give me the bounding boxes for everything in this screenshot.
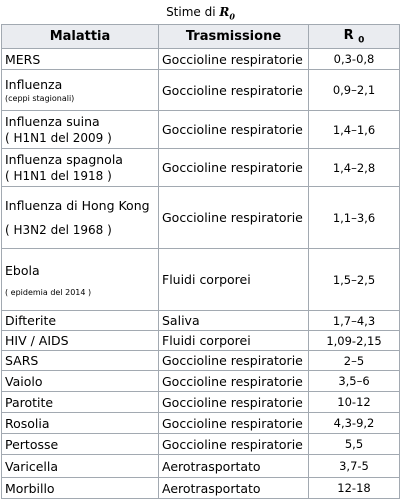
disease-cell: MERS bbox=[2, 49, 159, 70]
table-row bbox=[2, 111, 400, 149]
disease-note: ( epidemia del 2014 ) bbox=[5, 287, 92, 297]
header-row bbox=[2, 25, 400, 49]
table-row bbox=[2, 413, 400, 434]
disease-note: ( H1N1 del 1918 ) bbox=[5, 169, 112, 183]
r0-cell: 1,4–1,6 bbox=[309, 111, 400, 149]
disease-cell: Influenza spagnola ( H1N1 del 1918 ) bbox=[2, 149, 159, 187]
disease-note: ( H3N2 del 1968 ) bbox=[5, 223, 112, 237]
r0-cell: 2–5 bbox=[309, 351, 400, 371]
r0-cell: 5,5 bbox=[309, 434, 400, 455]
header-r0[interactable]: R $_0$ bbox=[309, 25, 400, 49]
transmission-cell: Aerotrasportato bbox=[159, 478, 309, 499]
disease-cell: Influenza di Hong Kong ( H3N2 del 1968 ) bbox=[2, 187, 159, 249]
table-row bbox=[2, 249, 400, 311]
transmission-cell: Goccioline respiratorie bbox=[159, 371, 309, 392]
r0-cell: 3,7-5 bbox=[309, 455, 400, 478]
transmission-cell: Goccioline respiratorie bbox=[159, 392, 309, 413]
disease-cell: Rosolia bbox=[2, 413, 159, 434]
r0-cell: 12-18 bbox=[309, 478, 400, 499]
disease-cell: Difterite bbox=[2, 311, 159, 331]
table-row bbox=[2, 187, 400, 249]
transmission-cell: Fluidi corporei bbox=[159, 331, 309, 351]
transmission-cell: Goccioline respiratorie bbox=[159, 351, 309, 371]
transmission-cell: Aerotrasportato bbox=[159, 455, 309, 478]
disease-cell: Morbillo bbox=[2, 478, 159, 499]
r0-cell: 1,5–2,5 bbox=[309, 249, 400, 311]
table-row bbox=[2, 434, 400, 455]
r0-cell: 1,1–3,6 bbox=[309, 187, 400, 249]
transmission-cell: Goccioline respiratorie bbox=[159, 434, 309, 455]
r0-cell: 0,3-0,8 bbox=[309, 49, 400, 70]
caption-symbol: $R_0$ bbox=[219, 5, 235, 22]
disease-cell: Influenza (ceppi stagionali) bbox=[2, 70, 159, 111]
transmission-cell: Goccioline respiratorie bbox=[159, 111, 309, 149]
table-row bbox=[2, 49, 400, 70]
disease-cell: Vaiolo bbox=[2, 371, 159, 392]
r0-cell: 1,09-2,15 bbox=[309, 331, 400, 351]
table-row bbox=[2, 371, 400, 392]
header-transmission[interactable]: Trasmissione bbox=[159, 25, 309, 49]
transmission-cell: Goccioline respiratorie bbox=[159, 49, 309, 70]
table-row bbox=[2, 392, 400, 413]
transmission-cell: Goccioline respiratorie bbox=[159, 70, 309, 111]
r0-cell: 1,4–2,8 bbox=[309, 149, 400, 187]
disease-cell: Ebola ( epidemia del 2014 ) bbox=[2, 249, 159, 311]
table-row bbox=[2, 331, 400, 351]
r0-cell: 3,5–6 bbox=[309, 371, 400, 392]
disease-cell: Parotite bbox=[2, 392, 159, 413]
table-caption bbox=[0, 0, 401, 24]
table-row bbox=[2, 149, 400, 187]
r0-cell: 4,3-9,2 bbox=[309, 413, 400, 434]
table-row bbox=[2, 311, 400, 331]
r0-table bbox=[1, 24, 400, 499]
r0-cell: 1,7–4,3 bbox=[309, 311, 400, 331]
disease-note: ( H1N1 del 2009 ) bbox=[5, 131, 112, 145]
disease-note: (ceppi stagionali) bbox=[5, 94, 75, 103]
disease-cell: Varicella bbox=[2, 455, 159, 478]
disease-cell: HIV / AIDS bbox=[2, 331, 159, 351]
transmission-cell: Goccioline respiratorie bbox=[159, 413, 309, 434]
caption-prefix: Stime di bbox=[166, 5, 220, 19]
table-row bbox=[2, 478, 400, 499]
transmission-cell: Saliva bbox=[159, 311, 309, 331]
table-row bbox=[2, 455, 400, 478]
header-disease[interactable]: Malattia bbox=[2, 25, 159, 49]
disease-cell: Pertosse bbox=[2, 434, 159, 455]
table-row bbox=[2, 70, 400, 111]
r0-cell: 10-12 bbox=[309, 392, 400, 413]
transmission-cell: Fluidi corporei bbox=[159, 249, 309, 311]
r0-cell: 0,9–2,1 bbox=[309, 70, 400, 111]
transmission-cell: Goccioline respiratorie bbox=[159, 149, 309, 187]
table-row bbox=[2, 351, 400, 371]
transmission-cell: Goccioline respiratorie bbox=[159, 187, 309, 249]
disease-cell: SARS bbox=[2, 351, 159, 371]
disease-cell: Influenza suina ( H1N1 del 2009 ) bbox=[2, 111, 159, 149]
